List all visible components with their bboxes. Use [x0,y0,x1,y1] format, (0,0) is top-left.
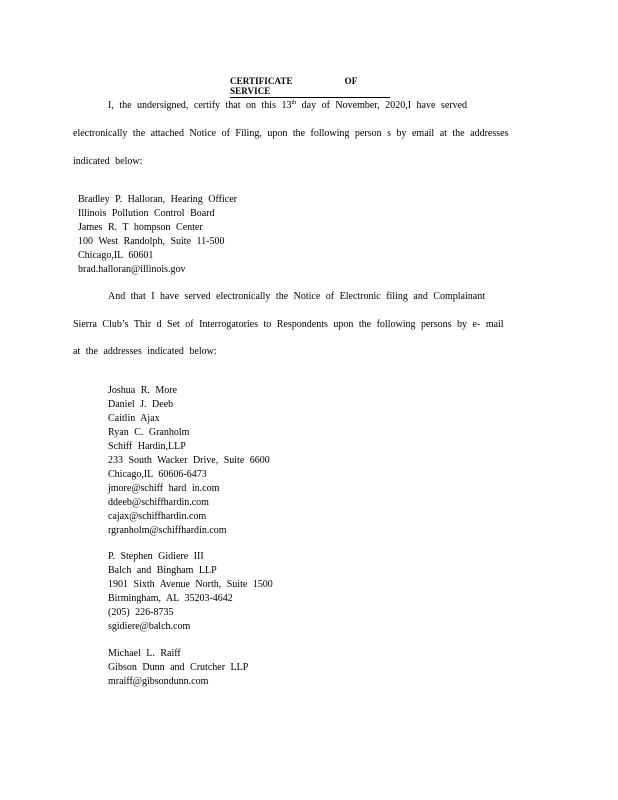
recipient-group-schiff-hardin [108,384,270,538]
paragraph1-line1: I, the undersigned, certify that on this 13th day of November, 2020,I have served [108,100,468,111]
recipient-line: Illinois Pollution Control Board [78,208,215,219]
group-line: Joshua R. More [108,385,178,396]
group-line: Ryan C. Granholm [108,427,190,438]
group-email: rgranholm@schiffhardin.com [108,525,227,536]
group-line: Birmingham, AL 35203-4642 [108,593,233,604]
group-email: jmore@schiff hard in.com [108,483,220,494]
group-email: mraiff@gibsondunn.com [108,676,209,687]
group-line: Gibson Dunn and Crutcher LLP [108,662,249,673]
paragraph1-line3: indicated below: [73,156,143,167]
recipient-group-gibson-dunn [108,647,248,689]
group-line: 1901 Sixth Avenue North, Suite 1500 [108,579,273,590]
page-title [230,76,390,98]
group-line: Michael L. Raiff [108,648,181,659]
group-line: 233 South Wacker Drive, Suite 6600 [108,455,270,466]
group-email: sgidiere@balch.com [108,621,191,632]
title-word-certificate: CERTIFICATE [230,76,293,86]
recipient-email: brad.halloran@illinois.gov [78,264,186,275]
group-line: Schiff Hardin,LLP [108,441,186,452]
recipient-line: 100 West Randolph, Suite 11-500 [78,236,225,247]
paragraph2-line2: Sierra Club’s Thir d Set of Interrogatories to Respondents upon the following persons by e- mail [73,319,504,330]
recipient-group-balch-bingham [108,550,273,634]
paragraph1-line2: electronically the attached Notice of Filing, upon the following person s by email at the addresses [73,128,509,139]
group-line: Caitlin Ajax [108,413,160,424]
paragraph2-line3: at the addresses indicated below: [73,346,217,357]
paragraph2-line1: And that I have served electronically the Notice of Electronic filing and Complainant [108,291,485,302]
title-word-of: OF [344,76,358,86]
group-line: Balch and Bingham LLP [108,565,217,576]
group-line: Daniel J. Deeb [108,399,174,410]
title-word-service: SERVICE [230,86,271,96]
recipient-line: Chicago,IL 60601 [78,250,154,261]
group-email: cajax@schiffhardin.com [108,511,207,522]
recipient-hearing-officer [78,193,237,277]
group-line: P. Stephen Gidiere III [108,551,204,562]
group-line: (205) 226-8735 [108,607,174,618]
group-email: ddeeb@schiffhardin.com [108,497,209,508]
group-line: Chicago,IL 60606-6473 [108,469,207,480]
recipient-line: James R. T hompson Center [78,222,203,233]
recipient-line: Bradley P. Halloran, Hearing Officer [78,194,237,205]
